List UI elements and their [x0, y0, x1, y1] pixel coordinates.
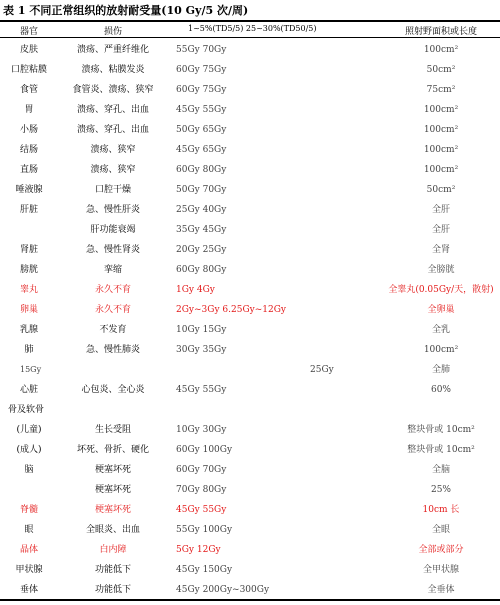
- organ-cell: 小肠: [19, 125, 38, 135]
- table-row: [0, 140, 500, 160]
- dose-cell: 50Gy 65Gy: [176, 125, 227, 135]
- table-row: [0, 180, 500, 200]
- dose-cell: 45Gy 55Gy: [176, 105, 227, 115]
- organ-cell: 肝脏: [19, 205, 38, 215]
- area-cell: 全眼: [431, 525, 450, 535]
- table-row: [0, 500, 500, 520]
- organ-cell: 晶体: [19, 545, 38, 555]
- damage-cell: 永久不育: [94, 305, 131, 315]
- organ-cell: 食管: [19, 85, 38, 95]
- damage-cell: 食管炎、溃疡、狭窄: [72, 85, 154, 95]
- table-row: [0, 400, 500, 420]
- area-cell: 全肺: [431, 365, 450, 375]
- damage-cell: 功能低下: [94, 565, 131, 575]
- table-row: [0, 360, 500, 380]
- table-row: [0, 280, 500, 300]
- dose-cell: 60Gy 100Gy: [176, 445, 233, 455]
- area-cell: 100cm²: [423, 125, 459, 135]
- damage-cell: 不发育: [99, 325, 127, 335]
- table-row: [0, 540, 500, 560]
- area-cell: 全垂体: [427, 585, 455, 595]
- organ-cell: 眼: [24, 525, 34, 535]
- organ-cell: (儿童): [16, 425, 42, 435]
- dose-cell: 20Gy 25Gy: [176, 245, 227, 255]
- table-row: [0, 480, 500, 500]
- organ-cell: 口腔粘膜: [10, 65, 47, 75]
- area-cell: 100cm²: [423, 145, 459, 155]
- dose-cell: 60Gy 75Gy: [176, 65, 227, 75]
- dose-cell: 55Gy 70Gy: [176, 45, 227, 55]
- damage-cell: 梗塞坏死: [94, 485, 131, 495]
- damage-cell: 急、慢性肾炎: [85, 245, 140, 255]
- area-cell: 全膀胱: [427, 265, 455, 275]
- dose-cell: 2Gy~3Gy 6.25Gy~12Gy: [176, 305, 286, 315]
- table-row: [0, 160, 500, 180]
- dose-cell: 50Gy 70Gy: [176, 185, 227, 195]
- organ-cell: 甲状腺: [15, 565, 43, 575]
- table-row: [0, 520, 500, 540]
- damage-cell: 溃疡、穿孔、出血: [76, 125, 149, 135]
- table-row: [0, 420, 500, 440]
- damage-cell: 急、慢性肺炎: [85, 345, 140, 355]
- header-dose: 1~5%(TD5/5) 25~30%(TD50/5): [188, 24, 317, 33]
- table-row: [0, 260, 500, 280]
- damage-cell: 梗塞坏死: [94, 465, 131, 475]
- dose-cell: 45Gy 65Gy: [176, 145, 227, 155]
- damage-cell: 溃疡、穿孔、出血: [76, 105, 149, 115]
- bottom-rule: [0, 599, 500, 601]
- dose-cell: 60Gy 75Gy: [176, 85, 227, 95]
- dose-cell: 45Gy 55Gy: [176, 385, 227, 395]
- damage-cell: 白内障: [99, 545, 127, 555]
- table-row: [0, 440, 500, 460]
- area-cell: 100cm²: [423, 345, 459, 355]
- top-rule: [0, 20, 500, 22]
- dose-cell: 45Gy 200Gy~300Gy: [176, 585, 270, 595]
- damage-cell: 溃疡、狭窄: [90, 145, 136, 155]
- dose-cell: 25Gy 40Gy: [176, 205, 227, 215]
- header-area: 照射野面积或长度: [404, 27, 477, 37]
- organ-cell: 直肠: [19, 165, 38, 175]
- dose-cell: 60Gy 80Gy: [176, 265, 227, 275]
- dose-cell: 45Gy 150Gy: [176, 565, 233, 575]
- table-row: [0, 200, 500, 220]
- damage-cell: 溃疡、狭窄: [90, 165, 136, 175]
- organ-cell: 乳腺: [19, 325, 38, 335]
- area-cell: 全睾丸(0.05Gy/天，散射): [388, 285, 494, 295]
- organ-cell: 心脏: [19, 385, 38, 395]
- organ-cell: 皮肤: [19, 45, 38, 55]
- organ-cell: 垂体: [19, 585, 38, 595]
- damage-cell: 坏死、骨折、硬化: [76, 445, 149, 455]
- dose-cell: 55Gy 100Gy: [176, 525, 233, 535]
- area-cell: 全甲状腺: [422, 565, 459, 575]
- dose-cell: 25Gy: [310, 365, 334, 375]
- table-row: [0, 580, 500, 600]
- organ-cell: 结肠: [19, 145, 38, 155]
- area-cell: 100cm²: [423, 45, 459, 55]
- table-row: [0, 560, 500, 580]
- area-cell: 全脑: [431, 465, 450, 475]
- table-row: [0, 460, 500, 480]
- table-row: [0, 40, 500, 60]
- dose-cell: 35Gy 45Gy: [176, 225, 227, 235]
- table-row: [0, 80, 500, 100]
- header-damage: 损伤: [103, 27, 122, 37]
- damage-cell: 永久不育: [94, 285, 131, 295]
- table-row: [0, 240, 500, 260]
- organ-cell: 胃: [24, 105, 34, 115]
- area-cell: 整块骨或 10cm²: [407, 425, 475, 435]
- damage-cell: 心包炎、全心炎: [81, 385, 145, 395]
- organ-cell: 卵巢: [19, 305, 38, 315]
- organ-cell: 肾脏: [19, 245, 38, 255]
- header-organ: 器官: [19, 27, 38, 37]
- dose-cell: 60Gy 70Gy: [176, 465, 227, 475]
- dose-cell: 60Gy 80Gy: [176, 165, 227, 175]
- table-row: [0, 380, 500, 400]
- damage-cell: 功能低下: [94, 585, 131, 595]
- damage-cell: 挛缩: [103, 265, 122, 275]
- area-cell: 全部或部分: [418, 545, 464, 555]
- dose-cell: 5Gy 12Gy: [176, 545, 221, 555]
- damage-cell: 全眼炎、出血: [85, 525, 140, 535]
- area-cell: 75cm²: [426, 85, 456, 95]
- organ-cell: (成人): [16, 445, 42, 455]
- damage-cell: 肝功能衰竭: [90, 225, 136, 235]
- table-row: [0, 300, 500, 320]
- organ-cell: 脊髓: [19, 505, 38, 515]
- dose-cell: 70Gy 80Gy: [176, 485, 227, 495]
- damage-cell: 生长受阻: [94, 425, 131, 435]
- damage-cell: 急、慢性肝炎: [85, 205, 140, 215]
- area-cell: 50cm²: [426, 65, 456, 75]
- table-row: [0, 220, 500, 240]
- header-rule: [0, 37, 500, 38]
- table-row: [0, 320, 500, 340]
- area-cell: 25%: [430, 485, 451, 495]
- damage-cell: 溃疡、粘膜发炎: [81, 65, 145, 75]
- dose-cell: 1Gy 4Gy: [176, 285, 215, 295]
- damage-cell: 梗塞坏死: [94, 505, 131, 515]
- organ-cell: 肺: [24, 345, 34, 355]
- area-cell: 100cm²: [423, 105, 459, 115]
- table-row: [0, 120, 500, 140]
- dose-cell: 10Gy 15Gy: [176, 325, 227, 335]
- organ-cell: 睾丸: [19, 285, 38, 295]
- area-cell: 60%: [430, 385, 451, 395]
- damage-cell: 溃疡、严重纤维化: [76, 45, 149, 55]
- organ-cell: 膀胱: [19, 265, 38, 275]
- dose-cell: 30Gy 35Gy: [176, 345, 227, 355]
- table-row: [0, 60, 500, 80]
- table-title: 表 1 不同正常组织的放射耐受量(10 Gy/5 次/周): [3, 4, 249, 17]
- area-cell: 全乳: [431, 325, 450, 335]
- dose-cell: 10Gy 30Gy: [176, 425, 227, 435]
- area-cell: 100cm²: [423, 165, 459, 175]
- table-row: [0, 100, 500, 120]
- area-cell: 整块骨或 10cm²: [407, 445, 475, 455]
- organ-cell: 骨及软骨: [8, 405, 45, 415]
- organ-cell: 唾液腺: [15, 185, 43, 195]
- area-cell: 50cm²: [426, 185, 456, 195]
- area-cell: 全肾: [431, 245, 450, 255]
- area-cell: 全肝: [431, 225, 450, 235]
- organ-cell: 脑: [24, 465, 34, 475]
- table-row: [0, 340, 500, 360]
- organ-cell: 15Gy: [20, 365, 42, 374]
- area-cell: 全卵巢: [427, 305, 455, 315]
- area-cell: 全肝: [431, 205, 450, 215]
- dose-cell: 45Gy 55Gy: [176, 505, 227, 515]
- area-cell: 10cm 长: [422, 505, 460, 515]
- damage-cell: 口腔干燥: [94, 185, 131, 195]
